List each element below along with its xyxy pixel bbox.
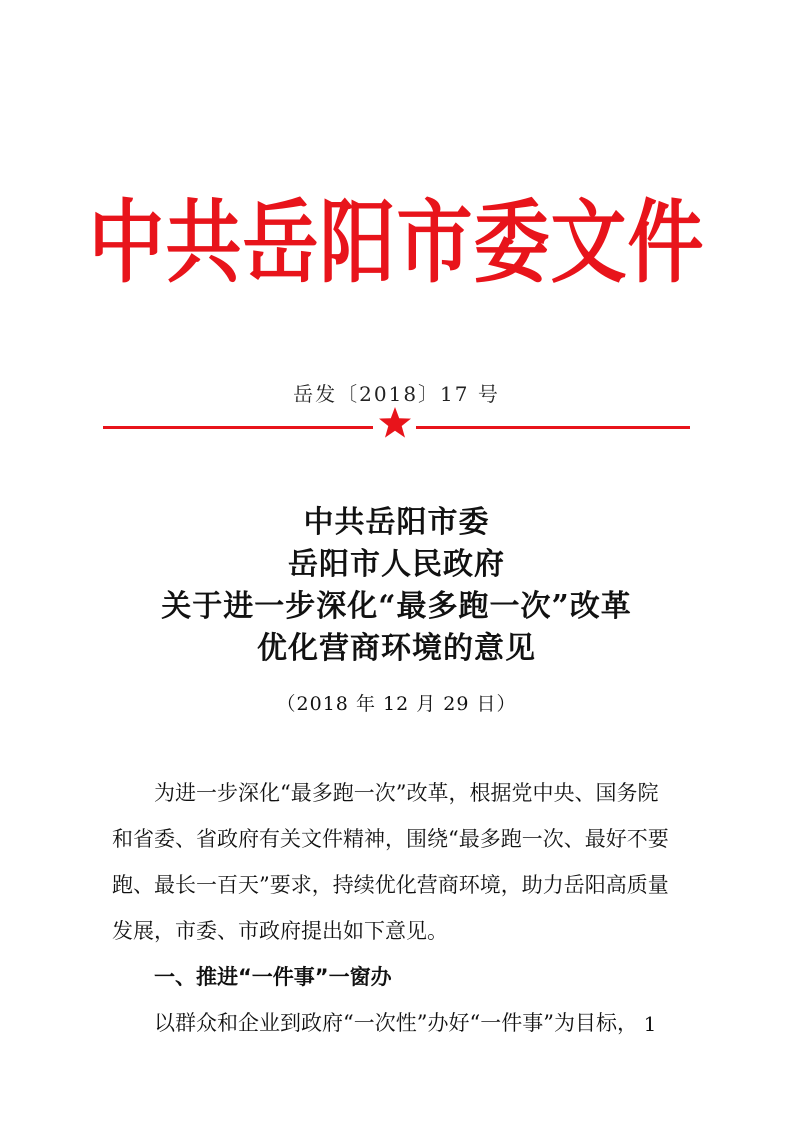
intro-line: 发展，市委、市政府提出如下意见。 [112,919,448,943]
title-line: 中共岳阳市委 [303,505,490,540]
document-title [0,502,793,670]
section-heading: 一、推进“一件事”一窗办 [154,965,392,989]
star-icon [377,405,413,441]
document-number: 岳发〔2018〕17 号 [293,382,500,406]
title-line: 岳阳市人民政府 [288,547,505,582]
title-line: 关于进一步深化“最多跑一次”改革 [161,589,632,624]
issue-date: （2018 年 12 月 29 日） [276,693,517,715]
body-text [112,770,684,1046]
intro-line: 为进一步深化“最多跑一次”改革，根据党中央、国务院 [154,781,659,805]
separator-line-right [416,426,690,429]
separator-line-left [103,426,373,429]
masthead-title: 中共岳阳市委文件 [88,189,705,295]
page-number: 1 [643,1012,657,1036]
intro-line: 和省委、省政府有关文件精神，围绕“最多跑一次、最好不要 [112,827,669,851]
title-line: 优化营商环境的意见 [257,631,536,666]
intro-line: 跑、最长一百天”要求，持续优化营商环境，助力岳阳高质量 [112,873,669,897]
section-paragraph-line: 以群众和企业到政府“一次性”办好“一件事”为目标， [154,1011,638,1035]
